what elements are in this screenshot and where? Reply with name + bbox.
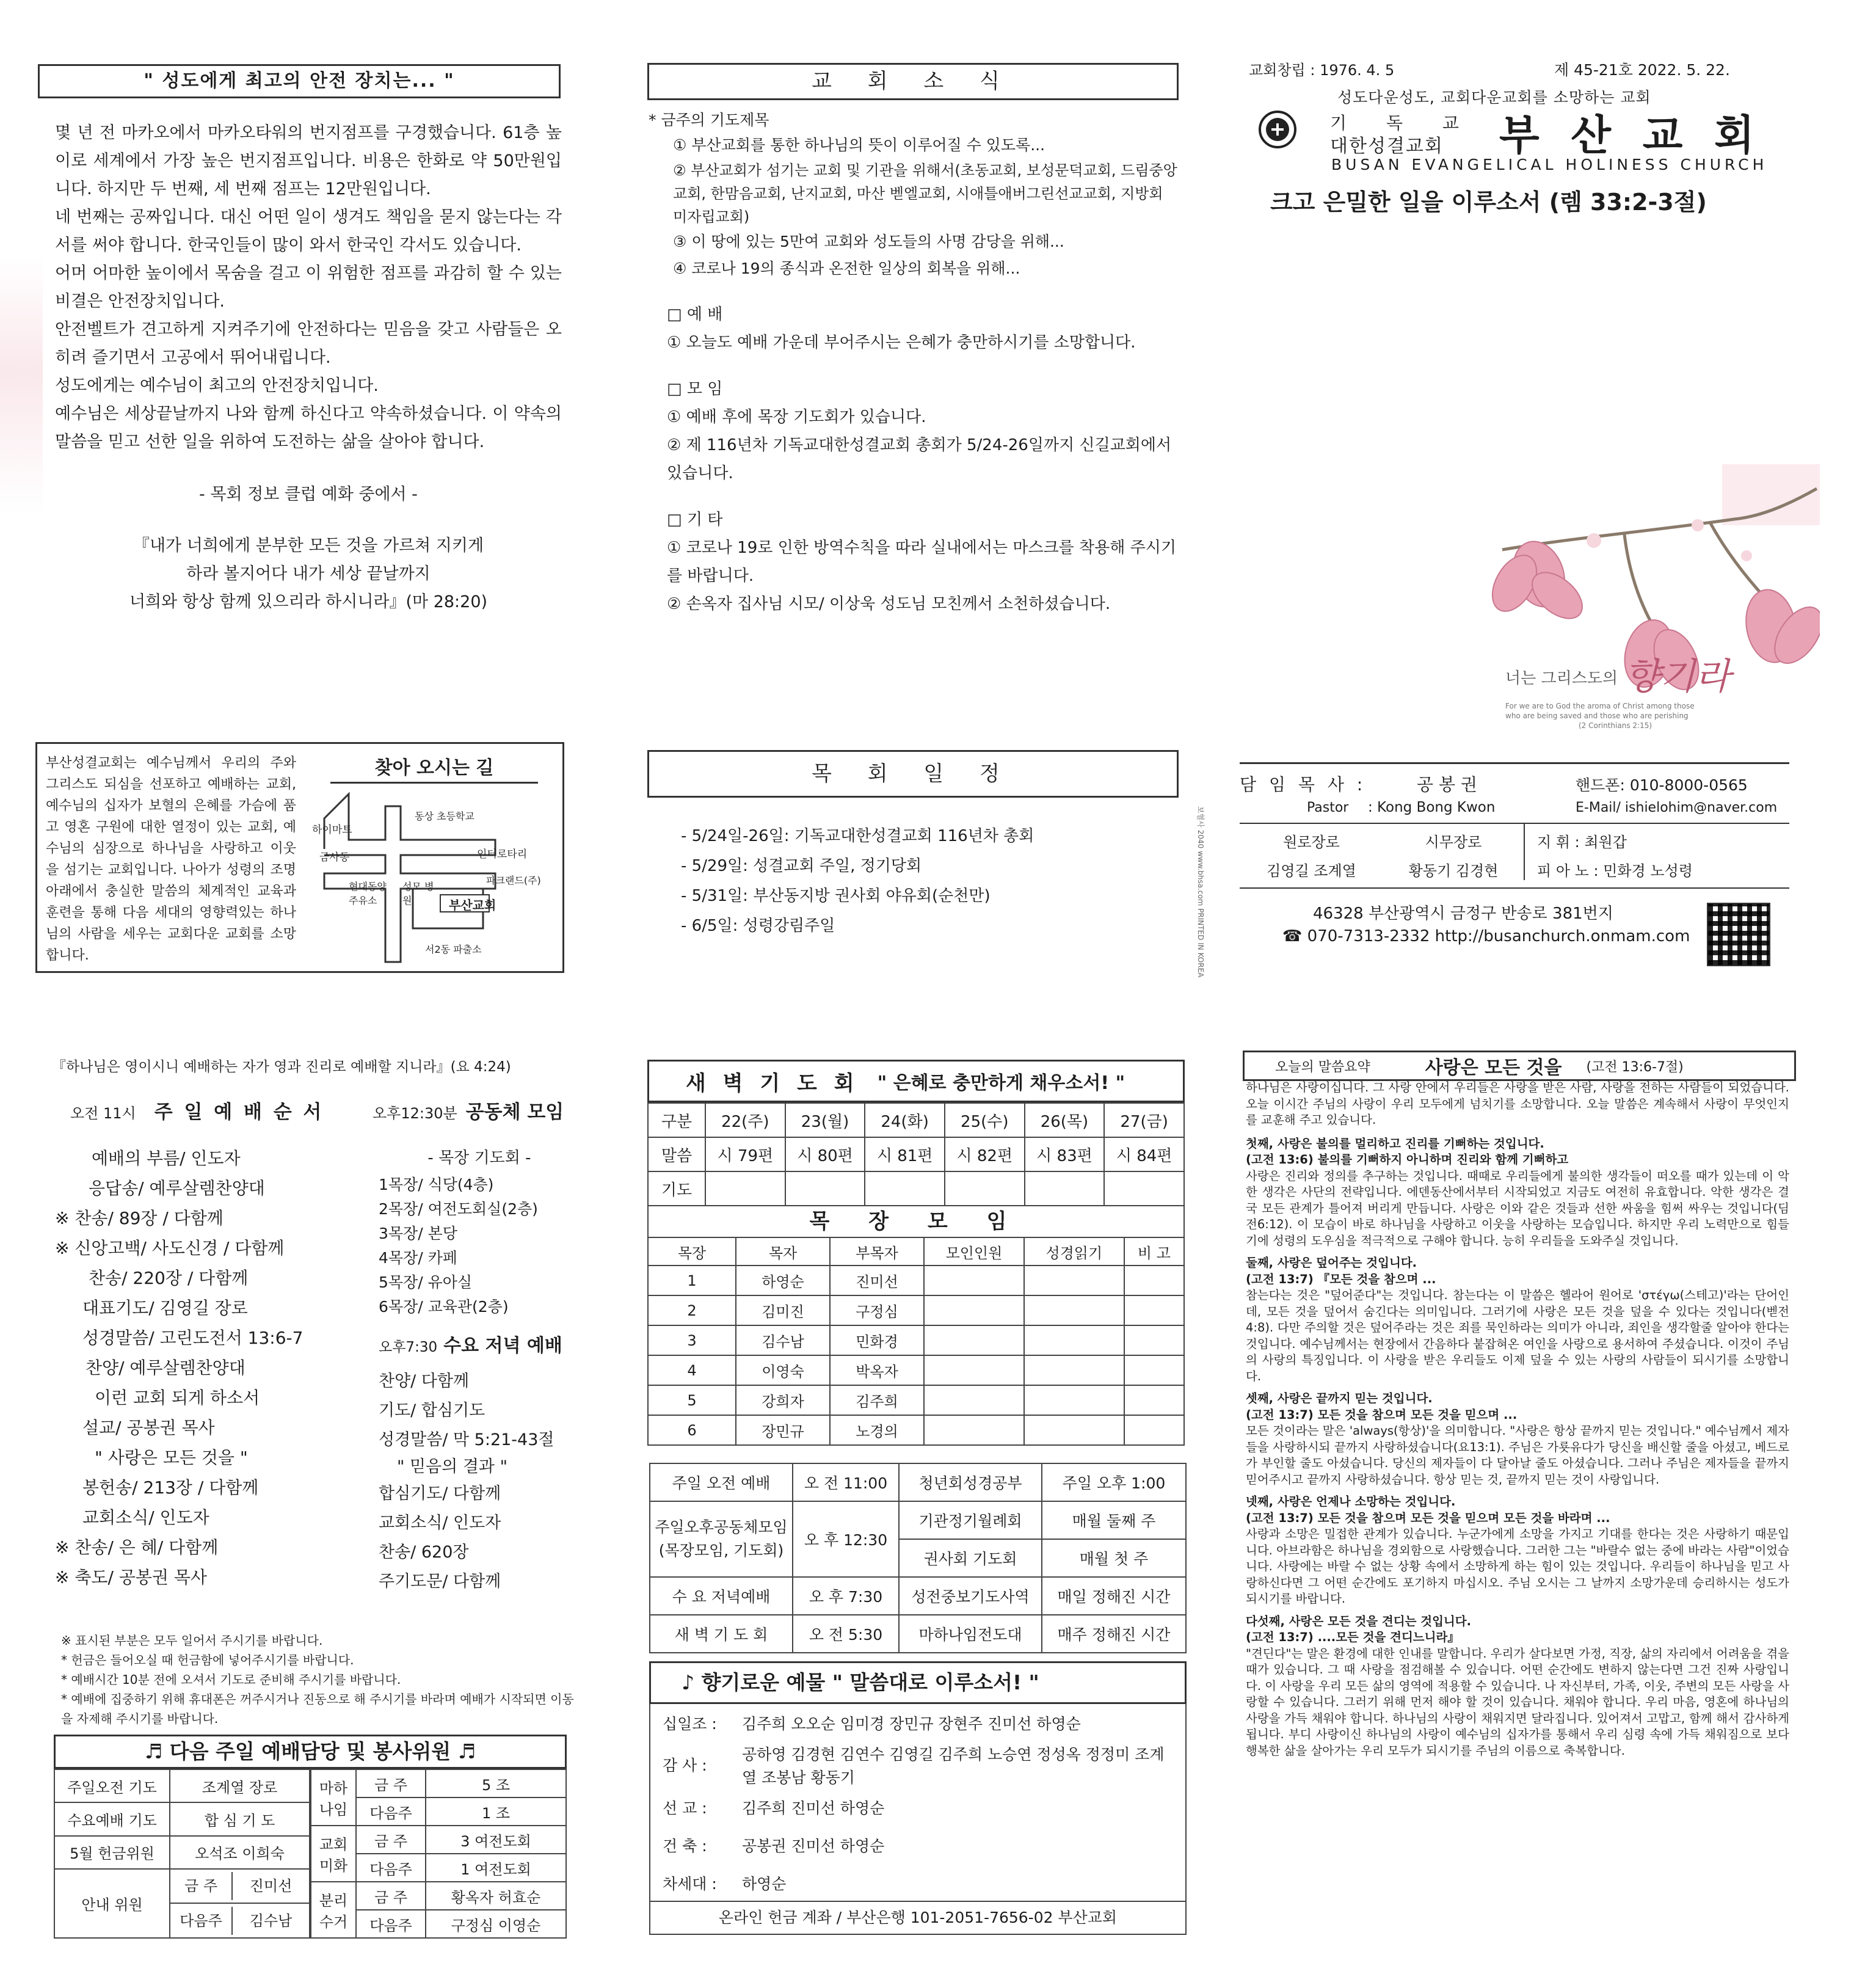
sunday-service-header (70, 1096, 324, 1124)
printer-side-text: 보혈사 2040 www.bhsa.com PRINTED IN KOREA (1196, 806, 1205, 978)
mokjang-cell (924, 1355, 1024, 1385)
mokjang-cell (1124, 1266, 1184, 1295)
mokjang-cell (924, 1295, 1024, 1325)
article-title: " 성도에게 최고의 안전 장치는... " (144, 70, 455, 92)
dawn-cell: 시 84편 (1104, 1137, 1184, 1171)
schedule-cell: 기관정기월례회 (899, 1501, 1042, 1539)
wednesday-item: 기도/ 합심기도 (379, 1401, 485, 1420)
service-note: * 예배에 집중하기 위해 휴대폰은 꺼주시거나 진동으로 해 주시기를 바라며 예배가 시작되면 이동을 자제해 주시기를 바랍니다. (61, 1692, 574, 1726)
offering-category: 건 축 : (663, 1837, 707, 1855)
mokjang-cell: 진미선 (830, 1266, 924, 1295)
article-paragraph: 어머 어마한 높이에서 목숨을 걸고 이 위험한 점프를 과감히 할 수 있는 비결은 안전장치입니다. (55, 264, 562, 311)
schedule-cell: 매주 정해진 시간 (1042, 1615, 1186, 1653)
pastoral-item: - 5/24일-26일: 기독교대한성결교회 116년차 총회 (681, 827, 1034, 845)
news-title: 교 회 소 식 (812, 69, 1014, 93)
mokjang-cell (1024, 1355, 1124, 1385)
dawn-cell (705, 1171, 785, 1206)
article-body (55, 119, 562, 616)
order-item: 이런 교회 되게 하소서 (95, 1388, 260, 1408)
sermon-intro: 하나님은 사랑이십니다. 그 사랑 안에서 우리들은 사랑을 받은 사람, 사랑을 전하는 사람들이 되었습니다. 오늘 이시간 주님의 사랑이 우리 모두에게 넘치기를 소망합니다. 오늘 말씀은 계속해서 사랑이 무엇인지를 교훈해 주고 있습니다. (1246, 1080, 1789, 1127)
dawn-table (647, 1102, 1185, 1206)
order-item: 설교/ 공봉권 목사 (82, 1418, 215, 1438)
church-name: 부 산 교 회 (1499, 112, 1763, 160)
mokjang-header-cell: 부목자 (830, 1237, 924, 1266)
order-item: 성경말씀/ 고린도전서 13:6-7 (82, 1328, 304, 1348)
article-paragraph: 몇 년 전 마카오에서 마카오타워의 번지점프를 구경했습니다. 61층 높이로 세계에서 가장 높은 번지점프입니다. 비용은 한화로 약 50만원입니다. 하지만 두 번째, 세 번째 점프는 12만원입니다. (55, 123, 562, 198)
pastor-name: 공 봉 권 (1417, 774, 1477, 795)
duty-cell: 금 주 (356, 1769, 426, 1797)
mokjang-cell (1024, 1325, 1124, 1355)
sermon-point-verse: (고전 13:7) 모든 것을 참으며 모든 것을 믿으며 ... (1246, 1407, 1518, 1422)
duty-group: 교회 미화 (311, 1826, 356, 1882)
mokjang-cell (924, 1266, 1024, 1295)
elder-label: 원로장로 (1283, 834, 1340, 851)
sermon-header (1243, 1051, 1796, 1081)
fellowship-item: 6목장/ 교육관(2층) (379, 1298, 509, 1316)
wednesday-item: 찬양/ 다함께 (379, 1372, 470, 1391)
sermon-point-text: "견딘다"는 말은 환경에 대한 인내를 말합니다. 우리가 살다보면 가정, 직장, 삶의 자리에서 어려움을 겪을 때가 있습니다. 그 때 사랑을 점검해볼 수 있습니다. 어떤 순간에도 변하지 않는다면 그건 진짜 사랑입니다. 이 사랑을 우리 모든 삶의 영역에 적용할 수 있습니다. 나 자신부터, 가족, 이웃, 주변의 모든 사랑을 사랑할 수 있습니다. 그러기 위해 먼저 해야 할 것이 있습니다. 채워야 합니다. 우리 마음, 영혼에 하나님의 사랑을 가득 채워야 합니다. 하나님의 사랑이 채워지면 달라집니다. 있어져서 고맙고, 함께 해서 감사하게 됩니다. 부디 사랑이신 하나님의 사랑이 예수님의 십자가를 통해서 우리 심령 속에 가득 채워짐으로 보다 행복한 삶을 살아가는 우리 모두가 되시기를 주님의 이름으로 축복합니다. (1246, 1646, 1789, 1758)
dawn-header-cell: 26(목) (1025, 1103, 1105, 1137)
etc-item: ② 손옥자 집사님 시모/ 이상욱 성도님 모친께서 소천하셨습니다. (667, 595, 1111, 613)
sermon-title: 사랑은 모든 것을 (1425, 1057, 1562, 1079)
conductor: 지 휘 : 최원갑 (1537, 834, 1627, 851)
offering-category: 감 사 : (663, 1757, 707, 1774)
acting-elder-names: 황동기 김경현 (1408, 862, 1499, 880)
fellowship-header (373, 1096, 564, 1124)
mokjang-cell: 노경의 (830, 1415, 924, 1445)
dawn-cell (1104, 1171, 1184, 1206)
schedule-cell: 주일 오후 1:00 (1042, 1463, 1186, 1501)
duty-title: ♬ 다음 주일 예배담당 및 봉사위원 ♬ (54, 1735, 567, 1769)
mokjang-cell: 장민규 (736, 1415, 830, 1445)
sermon-point-heading: 셋째, 사랑은 끝까지 믿는 것입니다. (1246, 1391, 1433, 1405)
offering-title: ♪ 향기로운 예물 " 말씀대로 이루소서! " (649, 1661, 1187, 1704)
schedule-cell: 매월 첫 주 (1042, 1539, 1186, 1577)
elder-names: 김영길 조계열 (1267, 862, 1356, 880)
mokjang-cell: 민화경 (830, 1325, 924, 1355)
order-item: 대표기도/ 김영길 장로 (82, 1298, 248, 1318)
mokjang-title: 목 장 모 임 (647, 1206, 1185, 1237)
mokjang-cell (1124, 1385, 1184, 1415)
article-verse-line: 하라 볼지어다 내가 세상 끝날까지 (186, 564, 431, 583)
mokjang-cell: 1 (648, 1266, 736, 1295)
usher-week: 다음주 (170, 1907, 233, 1935)
map-label: 동상 초등학교 (415, 810, 474, 822)
dawn-title: 새 벽 기 도 회 (686, 1071, 859, 1096)
order-item: 교회소식/ 인도자 (82, 1507, 209, 1528)
meeting-item: ① 예배 후에 목장 기도회가 있습니다. (667, 408, 926, 426)
duty-cell: 다음주 (356, 1797, 426, 1826)
pastoral-title: 목 회 일 정 (812, 762, 1014, 786)
dawn-cell: 시 82편 (945, 1137, 1025, 1171)
pastor-en-name: : Kong Bong Kwon (1368, 799, 1496, 815)
order-item: 찬송/ 220장 / 다함께 (89, 1268, 249, 1288)
map-title: 찾아 오시는 길 (330, 752, 538, 784)
usher-name: 김수남 (249, 1912, 293, 1929)
duty-right-table (310, 1769, 567, 1939)
fellowship-item: 4목장/ 카페 (379, 1249, 457, 1267)
article-paragraph: 성도에게는 예수님이 최고의 안전장치입니다. (55, 376, 379, 395)
mission-map-box (35, 742, 564, 973)
prayer-item: ① 부산교회를 통한 하나님의 뜻이 이루어질 수 있도록... (673, 136, 1045, 154)
duty-cell: 금 주 (356, 1826, 426, 1854)
sermon-ref: (고전 13:6-7절) (1586, 1059, 1684, 1075)
mokjang-cell (1124, 1325, 1184, 1355)
fellowship-item: 2목장/ 여전도회실(2층) (379, 1200, 538, 1218)
church-address: 46328 부산광역시 금정구 반송로 381번지 (1313, 905, 1613, 923)
church-motto: 성도다운성도, 교회다운교회를 소망하는 교회 (1337, 89, 1651, 106)
order-item: 응답송/ 예루살렘찬양대 (89, 1178, 265, 1198)
duty-cell: 오석조 이희숙 (170, 1836, 310, 1869)
mission-statement: 부산성결교회는 예수님께서 우리의 주와 그리스도 되심을 선포하고 예배하는 교회, 예수님의 십자가 보혈의 은혜를 가슴에 품고 영혼 구원에 대한 열정이 있는 교회, 예수님의 심장으로 하나님을 사랑하고 이웃을 섬기는 교회입니다. 나아가 성령의 조명 아래에서 충실한 말씀의 체계적인 교육과 훈련을 통해 다음 세대의 영향력있는 하나님의 사람을 세우는 교회다운 교회를 소망합니다. (46, 756, 296, 963)
dawn-cell (945, 1171, 1025, 1206)
prayer-item: ④ 코로나 19의 종식과 온전한 일상의 회복을 위해... (673, 260, 1020, 277)
service-note: ※ 표시된 부분은 모두 일어서 주시기를 바랍니다. (61, 1633, 323, 1648)
sermon-point-heading: 첫째, 사랑은 불의를 멀리하고 진리를 기뻐하는 것입니다. (1246, 1136, 1544, 1151)
sermon-body (1246, 1080, 1789, 1759)
church-contact: ☎ 070-7313-2332 http://busanchurch.onmam.com (1282, 927, 1690, 945)
mokjang-cell: 김수남 (736, 1325, 830, 1355)
mokjang-cell: 하영순 (736, 1266, 830, 1295)
dawn-cell: 기도 (648, 1171, 705, 1206)
news-body (649, 109, 1180, 618)
offering-category: 십일조 : (663, 1715, 717, 1733)
church-emblem-icon (1258, 110, 1297, 149)
schedule-cell: 새 벽 기 도 회 (650, 1615, 793, 1653)
map-church-label: 부산교회 (449, 898, 496, 912)
map-label: 인터로타리 (477, 848, 528, 861)
offering-names: 공하영 김경현 김연수 김영길 김주희 노승연 정성옥 정정미 조계열 조봉남 황동기 (742, 1746, 1165, 1786)
mokjang-cell (1024, 1266, 1124, 1295)
schedule-cell: 청년회성경공부 (899, 1463, 1042, 1501)
pianist: 피 아 노 : 민화경 노성령 (1537, 862, 1693, 880)
schedule-cell: 오 전 11:00 (793, 1463, 899, 1501)
dawn-cell: 시 80편 (785, 1137, 865, 1171)
order-item: 찬양/ 예루살렘찬양대 (85, 1358, 245, 1378)
art-en-line: (2 Corinthians 2:15) (1579, 721, 1652, 730)
pastoral-list (681, 821, 1169, 941)
mokjang-cell: 5 (648, 1385, 736, 1415)
sermon-point-verse: (고전 13:7) ....모든 것을 견디느니라』 (1246, 1630, 1460, 1644)
sermon-point-text: 사랑은 진리와 정의를 추구하는 것입니다. 때때로 우리들에게 불의한 생각들이 떠오를 때가 있는데 이 악한 생각은 사단의 전략입니다. 에덴동산에서부터 시작되었고 지금도 여전히 유효합니다. 악한 생각은 결국 모든 관계가 틀어져 버리게 만듭니다. 사랑은 이와 같은 것들과 선한 싸움을 힘써 싸우는 것입니다(딤전6:12). 이 모습이 바로 하나님을 사랑하고 이웃을 사랑하는 모습입니다. 하지만 우리 노력만으로 힘들기에 성령의 도우심을 적극적으로 구해야 합니다. 능히 우리들을 도와주실 것입니다. (1246, 1168, 1789, 1248)
map-label: 파크랜드(주) (486, 875, 541, 886)
duty-group: 마하 나임 (311, 1769, 356, 1826)
denomination-line2: 대한성결교회 (1330, 136, 1444, 157)
schedule-cell: 매월 둘째 주 (1042, 1501, 1186, 1539)
art-en-line: For we are to God the aroma of Christ among those (1505, 702, 1695, 710)
acting-elder-label: 시무장로 (1425, 834, 1482, 851)
mokjang-cell: 3 (648, 1325, 736, 1355)
mokjang-cell (1124, 1355, 1184, 1385)
prayer-item: ② 부산교회가 섬기는 교회 및 기관을 위해서(초동교회, 보성문덕교회, 드림중앙교회, 한맘음교회, 난지교회, 마산 벧엘교회, 시애틀애버그린선교교회, 지방회 미자립교회) (673, 162, 1177, 225)
fellowship-item: 3목장/ 본당 (379, 1225, 457, 1242)
sermon-point-heading: 둘째, 사랑은 덮어주는 것입니다. (1246, 1256, 1417, 1270)
duty-cell: 1 여전도회 (426, 1854, 566, 1882)
offering-section (649, 1661, 1187, 1935)
service-notes (61, 1631, 574, 1728)
map-label: 금사동 (319, 851, 350, 864)
map-label: 현대동양 주유소 (349, 881, 387, 906)
schedule-cell: 매일 정해진 시간 (1042, 1577, 1186, 1615)
sermon-point-verse: (고전 13:7) 모든 것을 참으며 모든 것을 믿으며 모든 것을 바라며 ... (1246, 1510, 1610, 1525)
dawn-cell: 시 83편 (1025, 1137, 1105, 1171)
fellowship-item: 1목장/ 식당(4층) (379, 1176, 494, 1193)
qr-code-icon (1707, 903, 1770, 966)
schedule-cell: 오 전 5:30 (793, 1615, 899, 1653)
prayer-item: ③ 이 땅에 있는 5만여 교회와 성도들의 사명 감당을 위해... (673, 233, 1064, 250)
duty-cell: 구정심 이영순 (426, 1910, 566, 1938)
top-left-pink-wash (0, 257, 43, 513)
offering-category: 선 교 : (663, 1799, 707, 1817)
art-caption-english (1505, 701, 1811, 730)
mokjang-cell: 이영숙 (736, 1355, 830, 1385)
wednesday-time: 오후7:30 (379, 1339, 438, 1355)
dawn-cell (1025, 1171, 1105, 1206)
mokjang-cell (924, 1385, 1024, 1415)
duty-cell: 황옥자 허효순 (426, 1882, 566, 1910)
mokjang-cell: 강희자 (736, 1385, 830, 1415)
duty-section (54, 1735, 567, 1939)
usher-week: 금 주 (170, 1872, 233, 1900)
church-name-english: BUSAN EVANGELICAL HOLINESS CHURCH (1331, 156, 1768, 173)
order-item: " 사랑은 모든 것을 " (95, 1448, 248, 1468)
dawn-cell: 시 81편 (865, 1137, 945, 1171)
duty-cell: 1 조 (426, 1797, 566, 1826)
worship-heading: □ 예 배 (667, 305, 723, 324)
dawn-header-cell: 23(월) (785, 1103, 865, 1137)
dawn-cell: 시 79편 (705, 1137, 785, 1171)
duty-cell (170, 1903, 310, 1938)
usher-name: 진미선 (249, 1877, 293, 1895)
mokjang-cell: 2 (648, 1295, 736, 1325)
prayer-heading: * 금주의 기도제목 (649, 111, 769, 129)
offering-names: 김주희 진미선 하영순 (742, 1799, 885, 1817)
offering-names: 공봉권 진미선 하영순 (742, 1837, 885, 1855)
meeting-heading: □ 모 임 (667, 380, 723, 398)
order-item: ※ 축도/ 공봉권 목사 (55, 1567, 207, 1587)
fellowship-time: 오후12:30분 (373, 1105, 457, 1122)
schedule-table (649, 1463, 1187, 1653)
dawn-prayer-section (647, 1060, 1185, 1446)
duty-cell: 다음주 (356, 1854, 426, 1882)
pastoral-item: - 5/31일: 부산동지방 권사회 야유회(순천만) (681, 887, 991, 905)
pastoral-title-box (647, 750, 1179, 798)
mokjang-header-cell: 성경읽기 (1024, 1237, 1124, 1266)
dawn-header-cell: 구분 (648, 1103, 705, 1137)
mokjang-header-cell: 비 고 (1124, 1237, 1184, 1266)
art-caption-big: 향기라 (1624, 655, 1731, 698)
article-verse-line: 『내가 너희에게 분부한 모든 것을 가르쳐 지키게 (133, 536, 484, 555)
pastor-email: E-Mail/ ishielohim@naver.com (1576, 800, 1778, 815)
dawn-cell: 말씀 (648, 1137, 705, 1171)
wednesday-item: 교회소식/ 인도자 (379, 1513, 501, 1532)
sermon-point-text: 모든 것이라는 말은 'always(항상)'을 의미합니다. "사랑은 항상 끝까지 믿는 것입니다." 예수님께서 제자들을 사랑하시되 끝까지 사랑하셨습니다(요13:1). 주님은 가룟유다가 당신을 배신할 줄을 아셨고, 베드로가 부인할 줄도 아셨습니다. 당신의 제자들이 다 달아날 줄도 아셨습니다. 그러나 주님은 제자들을 끝까지 믿어주시고 끝까지 사랑하셨습니다. 항상 믿는 것, 끝까지 믿는 것이 사랑입니다. (1246, 1424, 1789, 1487)
mokjang-cell: 박옥자 (830, 1355, 924, 1385)
issue-number: 제 45-21호 2022. 5. 22. (1554, 61, 1730, 79)
duty-cell: 5 조 (426, 1769, 566, 1797)
founded-date: 교회창립 : 1976. 4. 5 (1249, 62, 1395, 79)
map-label: 하이마트 (312, 824, 352, 836)
sermon-point-verse: (고전 13:7) 『모든 것을 참으며 ... (1246, 1272, 1436, 1286)
mokjang-table (647, 1237, 1185, 1446)
sermon-point-heading: 넷째, 사랑은 언제나 소망하는 것입니다. (1246, 1495, 1456, 1509)
art-caption-small: 너는 그리스도의 (1505, 669, 1618, 688)
offering-account: 온라인 헌금 계좌 / 부산은행 101-2051-7656-02 부산교회 (649, 1901, 1187, 1935)
order-item: 봉헌송/ 213장 / 다함께 (82, 1477, 259, 1498)
denomination-line1: 기 독 교 (1330, 113, 1476, 133)
sunday-order-list (55, 1143, 348, 1592)
mokjang-cell (1024, 1415, 1124, 1445)
mokjang-cell (1124, 1415, 1184, 1445)
duty-cell: 다음주 (356, 1910, 426, 1938)
wednesday-item: 찬송/ 620장 (379, 1543, 469, 1562)
map-label: 서2동 파출소 (425, 944, 482, 955)
art-en-line: who are being saved and those who are perishing (1505, 712, 1689, 720)
article-paragraph: 예수님은 세상끝날까지 나와 함께 하신다고 약속하셨습니다. 이 약속의 말씀을 믿고 선한 일을 위하여 도전하는 삶을 살아야 합니다. (55, 404, 562, 451)
duty-cell: 5월 헌금위원 (54, 1836, 170, 1869)
duty-group: 분리 수거 (311, 1882, 356, 1938)
schedule-cell: 오 후 12:30 (793, 1501, 899, 1577)
pastoral-item: - 6/5일: 성령강림주일 (681, 917, 835, 935)
duty-cell: 합 심 기 도 (170, 1802, 310, 1835)
mokjang-cell: 구정심 (830, 1295, 924, 1325)
offering-category: 차세대 : (663, 1875, 717, 1893)
mokjang-cell (924, 1325, 1024, 1355)
mokjang-cell (1024, 1385, 1124, 1415)
mokjang-cell (1124, 1295, 1184, 1325)
duty-cell: 금 주 (356, 1882, 426, 1910)
sermon-label: 오늘의 말씀요약 (1275, 1059, 1370, 1075)
pastor-phone: 핸드폰: 010-8000-0565 (1576, 776, 1748, 794)
duty-cell: 수요예배 기도 (54, 1802, 170, 1835)
duty-cell: 3 여전도회 (426, 1826, 566, 1854)
fellowship-list (379, 1143, 580, 1597)
schedule-cell: 성전중보기도사역 (899, 1577, 1042, 1615)
sunday-title: 주 일 예 배 순 서 (154, 1101, 324, 1123)
offering-names: 김주희 오오순 임미경 장민규 장현주 진미선 하영순 (742, 1715, 1081, 1733)
order-item: ※ 찬송/ 은 혜/ 다함께 (55, 1537, 219, 1557)
mokjang-cell: 4 (648, 1355, 736, 1385)
dawn-header-cell: 22(주) (705, 1103, 785, 1137)
dawn-subtitle: " 은혜로 충만하게 채우소서! " (877, 1073, 1125, 1094)
dawn-header-cell: 24(화) (865, 1103, 945, 1137)
article-title-box (38, 64, 561, 98)
mokjang-cell (1024, 1295, 1124, 1325)
pastor-label: 담 임 목 사 : (1240, 774, 1367, 795)
service-note: * 예배시간 10분 전에 오셔서 기도로 준비해 주시기를 바랍니다. (61, 1672, 401, 1687)
fellowship-item: 5목장/ 유아실 (379, 1273, 473, 1291)
sermon-point-heading: 다섯째, 사랑은 모든 것을 견디는 것입니다. (1246, 1614, 1471, 1628)
schedule-cell: 오 후 7:30 (793, 1577, 899, 1615)
duty-cell: 조계열 장로 (170, 1769, 310, 1802)
mokjang-header-cell: 목자 (736, 1237, 830, 1266)
duty-cell (170, 1869, 310, 1904)
duty-cell: 주일오전 기도 (54, 1769, 170, 1802)
schedule-cell: 주일오후공동체모임 (목장모임, 기도회) (650, 1501, 793, 1577)
order-item: 예배의 부름/ 인도자 (92, 1148, 241, 1168)
year-theme: 크고 은밀한 일을 이루소서 (렘 33:2-3절) (1270, 189, 1707, 216)
news-title-box (647, 63, 1179, 100)
sermon-point-verse: (고전 13:6) 불의를 기뻐하지 아니하며 진리와 함께 기뻐하고 (1246, 1153, 1569, 1167)
article-verse-line: 너희와 항상 함께 있으리라 하시니라』(마 28:20) (129, 592, 488, 611)
article-paragraph: 안전벨트가 견고하게 지켜주기에 안전하다는 믿음을 갖고 사람들은 오히려 즐기면서 고공에서 뛰어내립니다. (55, 320, 562, 367)
mokjang-header-cell: 목장 (648, 1237, 736, 1266)
service-note: * 헌금은 들어오실 때 헌금함에 넣어주시기를 바랍니다. (61, 1653, 354, 1667)
order-item: ※ 신앙고백/ 사도신경 / 다함께 (55, 1238, 285, 1258)
fellowship-sub: - 목장 기도회 - (427, 1149, 531, 1167)
etc-item: ① 코로나 19로 인한 방역수칙을 따라 실내에서는 마스크를 착용해 주시기를 바랍니다. (667, 539, 1177, 585)
pastor-en-label: Pastor (1307, 800, 1349, 815)
article-source: - 목회 정보 클럽 예화 중에서 - (199, 485, 418, 504)
offering-names: 하영순 (742, 1875, 787, 1893)
mokjang-cell: 6 (648, 1415, 736, 1445)
service-top-verse: 『하나님은 영이시니 예배하는 자가 영과 진리로 예배할 지니라』(요 4:24) (52, 1059, 511, 1075)
dawn-cell (785, 1171, 865, 1206)
article-paragraph: 네 번째는 공짜입니다. 대신 어떤 일이 생겨도 책임을 묻지 않는다는 각서를 써야 합니다. 한국인들이 많이 와서 한국인 각서도 있습니다. (55, 208, 562, 255)
schedule-cell: 마하나임전도대 (899, 1615, 1042, 1653)
worship-item: ① 오늘도 예배 가운데 부어주시는 은혜가 충만하시기를 소망합니다. (667, 333, 1136, 352)
wednesday-item: 성경말씀/ 막 5:21-43절 (379, 1430, 554, 1449)
dawn-header-cell: 27(금) (1104, 1103, 1184, 1137)
map-area (312, 748, 556, 967)
mokjang-header-cell: 모인인원 (924, 1237, 1024, 1266)
wednesday-item: 주기도문/ 다함께 (379, 1572, 501, 1591)
schedule-cell: 주일 오전 예배 (650, 1463, 793, 1501)
meeting-item: ② 제 116년차 기독교대한성결교회 총회가 5/24-26일까지 신길교회에서 있습니다. (667, 436, 1172, 483)
duty-left-table (54, 1769, 310, 1939)
map-label: 성모 병원 (402, 881, 434, 906)
sermon-point-text: 사랑과 소망은 밀접한 관계가 있습니다. 누군가에게 소망을 가지고 기대를 한다는 것은 사랑하기 때문입니다. 아브라함은 하나님을 경외함으로 사랑했습니다. 그러한 그는 "바랄수 없는 중에 바라는 사람"이었습니다. 사랑에는 바랄 수 없는 상황 속에서 소망하게 하는 힘이 있는 것입니다. 우리들이 하나님을 믿고 사랑하신다면 그 어떤 순간에도 포기하지 마십시오. 주님 오시는 그 날까지 소망가운데 승리하시는 성도가 되시기를 바랍니다. (1246, 1527, 1789, 1606)
wednesday-title: 수요 저녁 예배 (443, 1335, 562, 1357)
fellowship-title: 공동체 모임 (465, 1101, 564, 1123)
schedule-cell: 권사회 기도회 (899, 1539, 1042, 1577)
pastoral-item: - 5/29일: 성결교회 주일, 정기당회 (681, 857, 922, 875)
schedule-cell: 수 요 저녁예배 (650, 1577, 793, 1615)
wednesday-item: 합심기도/ 다함께 (379, 1484, 501, 1503)
mokjang-cell (924, 1415, 1024, 1445)
dawn-header-cell: 25(수) (945, 1103, 1025, 1137)
mokjang-cell: 김미진 (736, 1295, 830, 1325)
sermon-point-text: 참는다는 것은 "덮어준다"는 것입니다. 참는다는 이 말씀은 헬라어 원어로 'στέγω(스테고)'라는 단어인데, 모든 것을 덮어서 숨긴다는 의미입니다. 그러기에 사랑은 모든 것을 덮을 수 있다는 것입니다(벧전4:8). 다만 주의할 것은 덮어주라는 것은 죄를 묵인하라는 의미가 아니라, 죄인을 생각할줄 알아야 한다는 것입니다. 예수님께서는 현장에서 간음하다 붙잡혀온 여인을 사랑으로 용서하여 주셨습니다. 이것이 주님의 사랑의 특징입니다. 이 사랑을 받은 우리들도 이제 덮을 수 있는 사랑의 사람들이 되시기를 소망합니다. (1246, 1288, 1789, 1383)
sunday-time: 오전 11시 (70, 1105, 136, 1122)
mokjang-cell: 김주희 (830, 1385, 924, 1415)
etc-heading: □ 기 타 (667, 511, 723, 529)
order-item: ※ 찬송/ 89장 / 다함께 (55, 1208, 224, 1228)
usher-label: 안내 위원 (54, 1869, 170, 1938)
dawn-cell (865, 1171, 945, 1206)
wednesday-item: " 믿음의 결과 " (397, 1457, 507, 1476)
